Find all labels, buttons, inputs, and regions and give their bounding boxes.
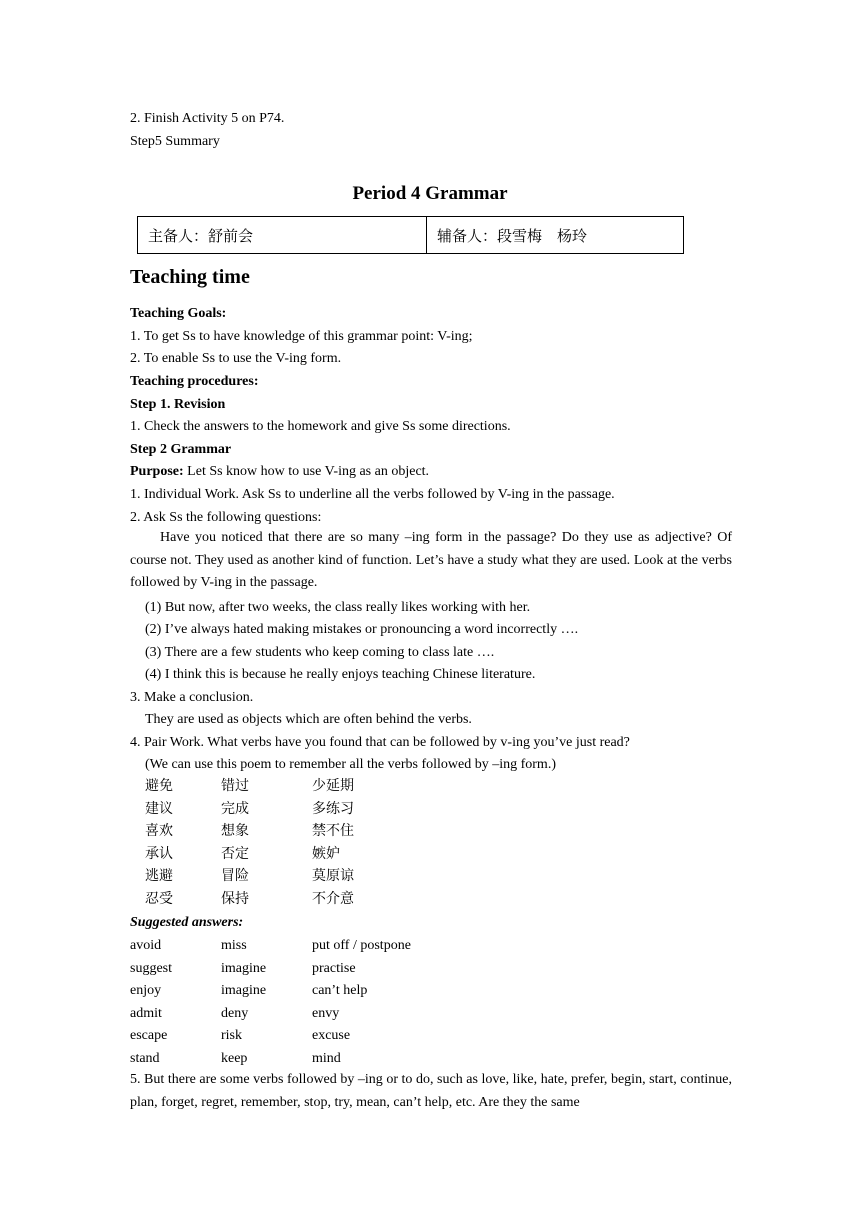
step2-item-1: 1. Individual Work. Ask Ss to underline all the verbs followed by V-ing in the passage. (130, 487, 615, 502)
goal-item: 1. To get Ss to have knowledge of this grammar point: V-ing; (130, 329, 473, 344)
answer-cell: avoid (130, 938, 162, 953)
purpose-line (130, 463, 429, 481)
poem-cell: 错过 (221, 778, 249, 794)
answer-cell: suggest (130, 960, 172, 976)
poem-cell: 完成 (221, 800, 249, 817)
assistant-preparer-cell: 辅备人：段雪梅 杨玲 (427, 217, 684, 254)
goal-item: 2. To enable Ss to use the V-ing form. (130, 351, 342, 366)
intro-line-2: Step5 Summary (130, 134, 220, 149)
answer-cell: admit (130, 1005, 162, 1021)
step1-heading: Step 1. Revision (130, 397, 226, 412)
poem-note: (We can use this poem to remember all the verbs followed by –ing form.) (145, 757, 556, 772)
poem-cell: 不介意 (312, 890, 354, 907)
main-preparer-cell: 主备人：舒前会 (138, 217, 427, 254)
section-heading: Teaching time (130, 266, 250, 288)
poem-cell: 忍受 (145, 890, 173, 907)
answer-cell: practise (312, 960, 356, 976)
preparer-table (137, 216, 684, 254)
answer-cell: miss (221, 938, 247, 953)
example-sentence: (2) I’ve always hated making mistakes or pronouncing a word incorrectly …. (145, 622, 579, 637)
step2-item-5: 5. But there are some verbs followed by –ing or to do, such as love, like, hate, prefer, begin, start, continue, plan, forget, regret, remember, stop, try, mean, can’t help, etc. Are they the same (130, 1072, 732, 1110)
intro-line-1: 2. Finish Activity 5 on P74. (130, 111, 285, 126)
poem-cell: 禁不住 (312, 823, 354, 839)
answer-cell: put off / postpone (312, 938, 411, 953)
poem-cell: 喜欢 (145, 823, 173, 839)
answers-heading: Suggested answers: (130, 915, 244, 930)
step1-item: 1. Check the answers to the homework and give Ss some directions. (130, 419, 511, 434)
example-sentence: (1) But now, after two weeks, the class really likes working with her. (145, 600, 531, 615)
answer-cell: keep (221, 1050, 248, 1066)
step2-heading: Step 2 Grammar (130, 442, 232, 457)
step2-item-4: 4. Pair Work. What verbs have you found that can be followed by v-ing you’ve just read? (130, 735, 630, 750)
poem-cell: 承认 (145, 845, 173, 862)
poem-cell: 想象 (221, 823, 249, 839)
answer-cell: mind (312, 1050, 341, 1066)
answer-cell: risk (221, 1028, 242, 1043)
poem-cell: 冒险 (221, 868, 249, 884)
example-sentence: (3) There are a few students who keep coming to class late …. (145, 645, 495, 660)
poem-cell: 逃避 (145, 868, 173, 884)
answer-cell: can’t help (312, 983, 368, 998)
answer-cell: stand (130, 1050, 160, 1066)
answer-cell: envy (312, 1005, 340, 1021)
poem-cell: 否定 (221, 845, 249, 862)
poem-cell: 莫原谅 (312, 868, 354, 884)
poem-cell: 少延期 (312, 778, 354, 794)
answer-cell: enjoy (130, 983, 162, 998)
answer-cell: escape (130, 1028, 168, 1043)
purpose-label: Purpose: (130, 464, 184, 479)
step2-item-3: 3. Make a conclusion. (130, 690, 254, 705)
procedures-heading: Teaching procedures: (130, 374, 259, 389)
poem-cell: 避免 (145, 778, 173, 794)
period-title: Period 4 Grammar (352, 183, 508, 204)
answer-cell: excuse (312, 1028, 351, 1043)
goals-heading: Teaching Goals: (130, 306, 227, 321)
conclusion-text: They are used as objects which are often behind the verbs. (145, 712, 472, 727)
purpose-text: Let Ss know how to use V-ing as an object. (183, 464, 430, 479)
poem-cell: 保持 (221, 890, 249, 907)
poem-cell: 多练习 (312, 800, 354, 817)
question-paragraph: Have you noticed that there are so many –ing form in the passage? Do they use as adjective? Of course not. They used as another kind of function. Let’s have a study what they are used. Look at the verbs followed by V-ing in the passage. (130, 530, 732, 590)
example-sentence: (4) I think this is because he really enjoys teaching Chinese literature. (145, 667, 536, 682)
poem-cell: 嫉妒 (312, 845, 340, 862)
answer-cell: imagine (221, 983, 267, 998)
step2-item-2: 2. Ask Ss the following questions: (130, 510, 322, 525)
answer-cell: imagine (221, 960, 267, 976)
answer-cell: deny (221, 1005, 249, 1021)
poem-cell: 建议 (145, 800, 173, 817)
